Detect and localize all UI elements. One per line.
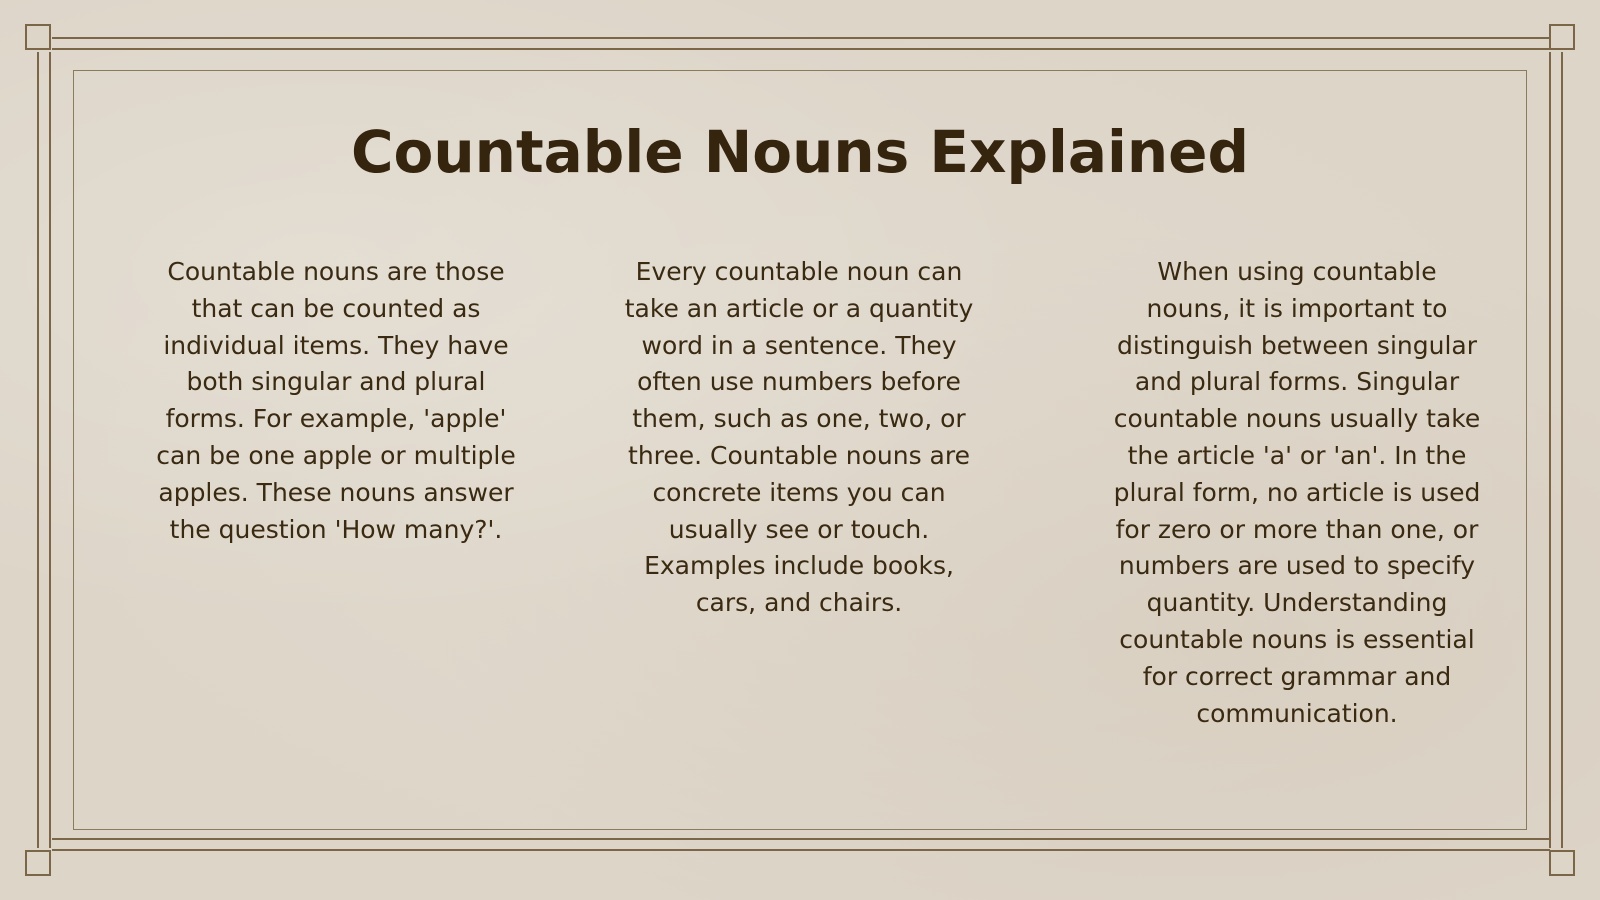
frame-corner-bottom-left (25, 850, 51, 876)
slide-title: Countable Nouns Explained (350, 118, 1250, 186)
text-column-2: Every countable noun can take an article or a quantity word in a sentence. They often use numbers before them, such as one, two, or three. Countable nouns are concrete items you can usually see or touch. Examples include books, cars, and chairs. (624, 257, 974, 618)
text-column-1: Countable nouns are those that can be counted as individual items. They have both singular and plural forms. For example, 'apple' can be one apple or multiple apples. These nouns answer the question 'How many?'. (156, 257, 516, 544)
frame-line-top-outer (52, 37, 1550, 39)
frame-corner-top-left (25, 24, 51, 50)
frame-line-bottom-inner (52, 838, 1550, 840)
text-column-3: When using countable nouns, it is important to distinguish between singular and plural forms. Singular countable nouns usually take the article 'a' or 'an'. In the plural form, no article is used for zero or more than one, or numbers are used to specify quantity. Understanding countable nouns is essential for correct grammar and communication. (1113, 257, 1481, 728)
frame-corner-top-right (1549, 24, 1575, 50)
frame-corner-bottom-right (1549, 850, 1575, 876)
frame-line-top-inner (52, 48, 1550, 50)
frame-line-bottom-outer (52, 849, 1550, 851)
